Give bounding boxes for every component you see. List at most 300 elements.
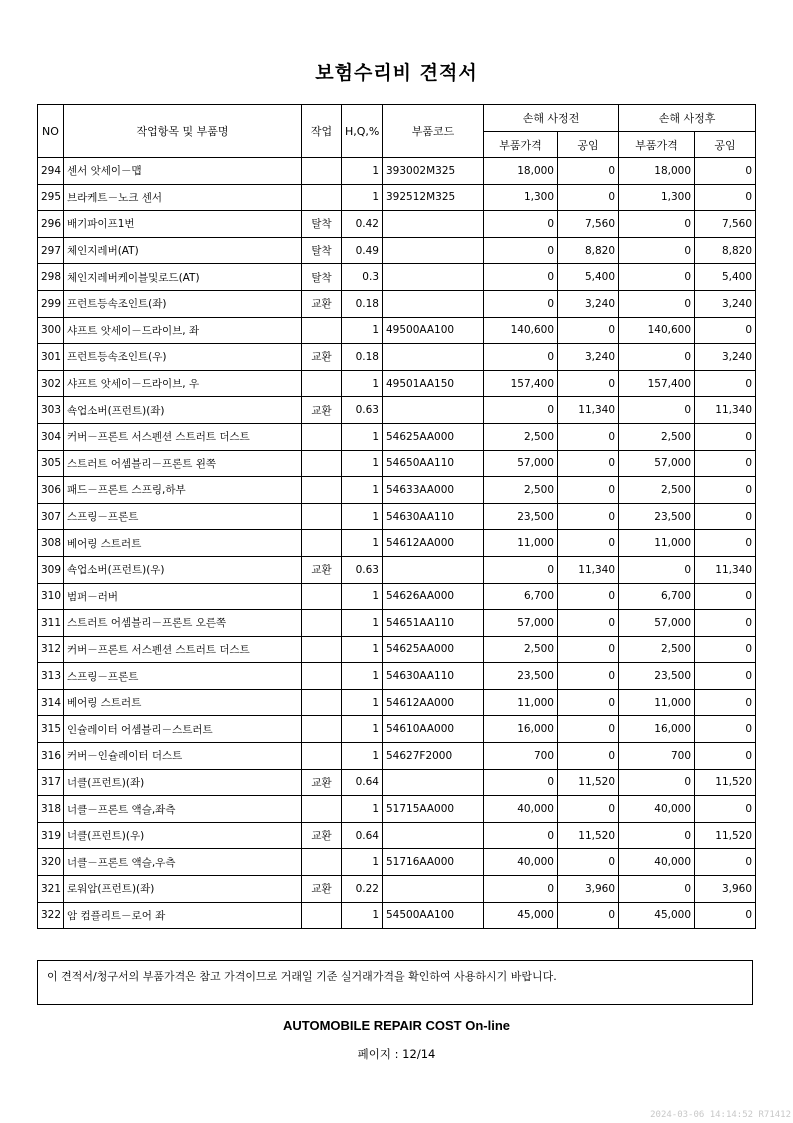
table-row: [38, 530, 756, 557]
header-code: 부품코드: [383, 105, 484, 158]
row-after-part-price: 2,500: [619, 636, 695, 663]
row-before-labor: 0: [558, 158, 619, 185]
row-work: 탈착: [302, 237, 342, 264]
row-work: [302, 663, 342, 690]
row-after-labor: 3,240: [695, 344, 756, 371]
row-before-part-price: 0: [484, 344, 558, 371]
table-row: [38, 849, 756, 876]
row-hq: 1: [342, 423, 383, 450]
row-no: 318: [38, 796, 64, 823]
row-hq: 0.18: [342, 290, 383, 317]
row-after-part-price: 0: [619, 290, 695, 317]
row-hq: 0.63: [342, 556, 383, 583]
row-part-code: 51716AA000: [383, 849, 484, 876]
row-before-labor: 0: [558, 477, 619, 504]
row-hq: 1: [342, 636, 383, 663]
row-no: 322: [38, 902, 64, 929]
row-hq: 0.18: [342, 344, 383, 371]
row-work: 교환: [302, 822, 342, 849]
header-after-part-price: 부품가격: [619, 132, 695, 158]
row-work: 탈착: [302, 264, 342, 291]
row-hq: 0.63: [342, 397, 383, 424]
row-work: [302, 450, 342, 477]
row-hq: 1: [342, 902, 383, 929]
row-after-labor: 11,340: [695, 556, 756, 583]
row-before-part-price: 11,000: [484, 530, 558, 557]
header-before-labor: 공임: [558, 132, 619, 158]
estimate-table: [37, 104, 756, 929]
row-work: [302, 902, 342, 929]
row-item-name: 암 컴플리트－로어 좌: [64, 902, 302, 929]
row-no: 299: [38, 290, 64, 317]
table-row: [38, 158, 756, 185]
row-before-labor: 0: [558, 503, 619, 530]
row-before-labor: 11,340: [558, 397, 619, 424]
header-after: 손해 사정후: [619, 105, 756, 132]
row-before-part-price: 2,500: [484, 423, 558, 450]
row-part-code: 51715AA000: [383, 796, 484, 823]
table-row: [38, 743, 756, 770]
row-hq: 0.3: [342, 264, 383, 291]
row-after-labor: 0: [695, 450, 756, 477]
row-before-labor: 0: [558, 423, 619, 450]
row-no: 313: [38, 663, 64, 690]
row-after-part-price: 0: [619, 264, 695, 291]
row-before-part-price: 2,500: [484, 636, 558, 663]
row-before-part-price: 0: [484, 769, 558, 796]
header-before: 손해 사정전: [484, 105, 619, 132]
table-row: [38, 450, 756, 477]
row-no: 317: [38, 769, 64, 796]
row-part-code: [383, 397, 484, 424]
row-no: 311: [38, 610, 64, 637]
row-no: 321: [38, 876, 64, 903]
row-before-part-price: 0: [484, 211, 558, 238]
row-hq: 0.49: [342, 237, 383, 264]
row-part-code: 54610AA000: [383, 716, 484, 743]
row-after-labor: 0: [695, 158, 756, 185]
row-work: [302, 743, 342, 770]
row-work: [302, 849, 342, 876]
row-item-name: 프런트등속조인트(좌): [64, 290, 302, 317]
row-after-part-price: 1,300: [619, 184, 695, 211]
row-item-name: 센서 앗세이－맵: [64, 158, 302, 185]
row-hq: 1: [342, 530, 383, 557]
row-no: 320: [38, 849, 64, 876]
row-item-name: 너클－프론트 액슬,우측: [64, 849, 302, 876]
table-row: [38, 423, 756, 450]
row-before-labor: 3,240: [558, 290, 619, 317]
table-row: [38, 636, 756, 663]
row-item-name: 커버－프론트 서스펜션 스트러트 더스트: [64, 636, 302, 663]
row-before-part-price: 140,600: [484, 317, 558, 344]
row-item-name: 체인지레버(AT): [64, 237, 302, 264]
row-part-code: 54651AA110: [383, 610, 484, 637]
row-before-labor: 0: [558, 636, 619, 663]
row-part-code: 392512M325: [383, 184, 484, 211]
row-before-part-price: 40,000: [484, 849, 558, 876]
row-item-name: 너클(프런트)(우): [64, 822, 302, 849]
row-no: 309: [38, 556, 64, 583]
row-item-name: 너클(프런트)(좌): [64, 769, 302, 796]
row-item-name: 체인지레버케이블및로드(AT): [64, 264, 302, 291]
row-before-labor: 0: [558, 902, 619, 929]
row-hq: 1: [342, 158, 383, 185]
header-hq: H,Q,%: [342, 105, 383, 158]
row-work: [302, 423, 342, 450]
row-no: 308: [38, 530, 64, 557]
row-after-part-price: 0: [619, 237, 695, 264]
row-hq: 1: [342, 743, 383, 770]
row-after-part-price: 0: [619, 769, 695, 796]
row-after-labor: 7,560: [695, 211, 756, 238]
row-no: 319: [38, 822, 64, 849]
row-after-labor: 0: [695, 716, 756, 743]
row-after-labor: 0: [695, 743, 756, 770]
row-item-name: 스트러트 어셈블리－프론트 오른쪽: [64, 610, 302, 637]
table-row: [38, 716, 756, 743]
row-after-part-price: 0: [619, 556, 695, 583]
row-item-name: 로워암(프런트)(좌): [64, 876, 302, 903]
row-no: 307: [38, 503, 64, 530]
row-no: 305: [38, 450, 64, 477]
row-no: 314: [38, 689, 64, 716]
row-no: 296: [38, 211, 64, 238]
row-part-code: [383, 290, 484, 317]
row-hq: 0.64: [342, 822, 383, 849]
row-item-name: 브라케트－노크 센서: [64, 184, 302, 211]
row-after-part-price: 0: [619, 876, 695, 903]
row-before-part-price: 2,500: [484, 477, 558, 504]
row-work: 교환: [302, 290, 342, 317]
row-before-part-price: 157,400: [484, 370, 558, 397]
row-part-code: [383, 211, 484, 238]
row-hq: 1: [342, 583, 383, 610]
price-notice: 이 견적서/청구서의 부품가격은 참고 가격이므로 거래일 기준 실거래가격을 확인하여 사용하시기 바랍니다.: [37, 960, 753, 1005]
row-item-name: 샤프트 앗세이－드라이브, 우: [64, 370, 302, 397]
row-after-part-price: 2,500: [619, 423, 695, 450]
row-after-labor: 11,520: [695, 769, 756, 796]
row-before-part-price: 0: [484, 556, 558, 583]
table-row: [38, 397, 756, 424]
row-after-part-price: 0: [619, 397, 695, 424]
table-row: [38, 237, 756, 264]
row-before-part-price: 0: [484, 876, 558, 903]
table-row: [38, 317, 756, 344]
row-work: [302, 689, 342, 716]
row-part-code: 54612AA000: [383, 689, 484, 716]
table-row: [38, 477, 756, 504]
row-part-code: 54627F2000: [383, 743, 484, 770]
row-after-labor: 0: [695, 583, 756, 610]
row-item-name: 베어링 스트러트: [64, 689, 302, 716]
row-no: 306: [38, 477, 64, 504]
estimate-rows: [38, 158, 756, 929]
row-item-name: 쇽업소버(프런트)(우): [64, 556, 302, 583]
row-no: 316: [38, 743, 64, 770]
row-after-labor: 0: [695, 796, 756, 823]
row-no: 298: [38, 264, 64, 291]
row-after-labor: 0: [695, 663, 756, 690]
row-before-labor: 0: [558, 743, 619, 770]
row-before-part-price: 1,300: [484, 184, 558, 211]
table-row: [38, 583, 756, 610]
row-before-labor: 0: [558, 849, 619, 876]
row-work: [302, 530, 342, 557]
row-before-labor: 0: [558, 530, 619, 557]
row-before-labor: 8,820: [558, 237, 619, 264]
row-after-labor: 0: [695, 423, 756, 450]
row-after-labor: 0: [695, 849, 756, 876]
row-after-part-price: 0: [619, 211, 695, 238]
row-no: 301: [38, 344, 64, 371]
row-after-labor: 0: [695, 184, 756, 211]
row-no: 312: [38, 636, 64, 663]
row-after-labor: 0: [695, 477, 756, 504]
row-after-labor: 0: [695, 530, 756, 557]
row-no: 310: [38, 583, 64, 610]
row-before-labor: 0: [558, 184, 619, 211]
row-before-labor: 0: [558, 610, 619, 637]
row-work: [302, 636, 342, 663]
row-work: 교환: [302, 876, 342, 903]
row-item-name: 스프링－프론트: [64, 503, 302, 530]
row-work: 교환: [302, 344, 342, 371]
table-row: [38, 769, 756, 796]
header-item: 작업항목 및 부품명: [64, 105, 302, 158]
table-row: [38, 663, 756, 690]
row-part-code: 54633AA000: [383, 477, 484, 504]
table-row: [38, 344, 756, 371]
print-timestamp: 2024-03-06 14:14:52 R71412: [650, 1110, 791, 1120]
row-part-code: 49501AA150: [383, 370, 484, 397]
row-part-code: 54625AA000: [383, 636, 484, 663]
row-hq: 1: [342, 450, 383, 477]
row-before-part-price: 11,000: [484, 689, 558, 716]
table-row: [38, 184, 756, 211]
row-hq: 1: [342, 370, 383, 397]
row-before-part-price: 45,000: [484, 902, 558, 929]
row-item-name: 범퍼－러버: [64, 583, 302, 610]
row-before-part-price: 6,700: [484, 583, 558, 610]
row-before-part-price: 16,000: [484, 716, 558, 743]
row-part-code: 54630AA110: [383, 503, 484, 530]
page-number: 페이지 : 12/14: [357, 1047, 436, 1061]
row-after-labor: 5,400: [695, 264, 756, 291]
row-part-code: 54626AA000: [383, 583, 484, 610]
row-part-code: [383, 876, 484, 903]
row-part-code: 49500AA100: [383, 317, 484, 344]
row-hq: 1: [342, 689, 383, 716]
row-part-code: 54630AA110: [383, 663, 484, 690]
row-no: 303: [38, 397, 64, 424]
row-part-code: 54612AA000: [383, 530, 484, 557]
row-after-part-price: 0: [619, 344, 695, 371]
row-item-name: 쇽업소버(프런트)(좌): [64, 397, 302, 424]
row-part-code: [383, 344, 484, 371]
row-after-part-price: 700: [619, 743, 695, 770]
row-work: [302, 610, 342, 637]
table-row: [38, 610, 756, 637]
row-before-labor: 0: [558, 583, 619, 610]
row-before-part-price: 0: [484, 397, 558, 424]
row-before-part-price: 0: [484, 264, 558, 291]
row-after-labor: 0: [695, 636, 756, 663]
row-after-labor: 11,520: [695, 822, 756, 849]
row-before-part-price: 23,500: [484, 503, 558, 530]
row-no: 294: [38, 158, 64, 185]
row-work: [302, 370, 342, 397]
table-row: [38, 503, 756, 530]
row-after-labor: 3,960: [695, 876, 756, 903]
row-part-code: [383, 264, 484, 291]
row-before-part-price: 23,500: [484, 663, 558, 690]
row-hq: 1: [342, 716, 383, 743]
row-item-name: 베어링 스트러트: [64, 530, 302, 557]
row-hq: 0.22: [342, 876, 383, 903]
row-work: [302, 716, 342, 743]
table-row: [38, 902, 756, 929]
row-work: 교환: [302, 556, 342, 583]
row-work: [302, 184, 342, 211]
row-part-code: [383, 556, 484, 583]
table-row: [38, 264, 756, 291]
row-after-part-price: 16,000: [619, 716, 695, 743]
row-before-part-price: 700: [484, 743, 558, 770]
row-item-name: 프런트등속조인트(우): [64, 344, 302, 371]
row-before-labor: 0: [558, 689, 619, 716]
table-row: [38, 556, 756, 583]
row-work: [302, 583, 342, 610]
row-after-part-price: 2,500: [619, 477, 695, 504]
row-before-part-price: 0: [484, 237, 558, 264]
row-before-part-price: 0: [484, 822, 558, 849]
row-after-labor: 0: [695, 610, 756, 637]
table-row: [38, 876, 756, 903]
row-work: 탈착: [302, 211, 342, 238]
row-after-part-price: 23,500: [619, 663, 695, 690]
row-no: 304: [38, 423, 64, 450]
row-work: [302, 158, 342, 185]
row-before-labor: 5,400: [558, 264, 619, 291]
row-after-labor: 0: [695, 317, 756, 344]
row-before-labor: 3,960: [558, 876, 619, 903]
header-before-part-price: 부품가격: [484, 132, 558, 158]
row-hq: 1: [342, 503, 383, 530]
row-after-part-price: 40,000: [619, 796, 695, 823]
row-before-labor: 11,340: [558, 556, 619, 583]
row-hq: 1: [342, 317, 383, 344]
row-before-part-price: 18,000: [484, 158, 558, 185]
row-item-name: 인슐레이터 어셈블리－스트러트: [64, 716, 302, 743]
header-no: NO: [38, 105, 64, 158]
row-before-labor: 0: [558, 317, 619, 344]
row-before-part-price: 57,000: [484, 610, 558, 637]
row-hq: 1: [342, 610, 383, 637]
row-after-labor: 11,340: [695, 397, 756, 424]
row-work: [302, 317, 342, 344]
footer-title: AUTOMOBILE REPAIR COST On-line: [282, 1018, 511, 1033]
row-part-code: [383, 237, 484, 264]
row-part-code: 393002M325: [383, 158, 484, 185]
row-after-part-price: 18,000: [619, 158, 695, 185]
row-before-labor: 0: [558, 450, 619, 477]
row-after-labor: 0: [695, 370, 756, 397]
table-row: [38, 822, 756, 849]
row-hq: 0.64: [342, 769, 383, 796]
table-row: [38, 689, 756, 716]
row-item-name: 샤프트 앗세이－드라이브, 좌: [64, 317, 302, 344]
row-work: [302, 503, 342, 530]
row-no: 297: [38, 237, 64, 264]
row-part-code: [383, 822, 484, 849]
row-after-labor: 0: [695, 503, 756, 530]
row-hq: 1: [342, 477, 383, 504]
row-after-part-price: 11,000: [619, 689, 695, 716]
row-no: 302: [38, 370, 64, 397]
row-after-part-price: 57,000: [619, 450, 695, 477]
row-before-labor: 11,520: [558, 822, 619, 849]
row-part-code: [383, 769, 484, 796]
row-item-name: 배기파이프1번: [64, 211, 302, 238]
row-no: 295: [38, 184, 64, 211]
row-before-labor: 0: [558, 716, 619, 743]
row-after-labor: 8,820: [695, 237, 756, 264]
row-work: 교환: [302, 397, 342, 424]
row-work: 교환: [302, 769, 342, 796]
row-after-part-price: 23,500: [619, 503, 695, 530]
row-before-labor: 7,560: [558, 211, 619, 238]
row-hq: 0.42: [342, 211, 383, 238]
table-row: [38, 370, 756, 397]
row-after-part-price: 140,600: [619, 317, 695, 344]
row-after-labor: 3,240: [695, 290, 756, 317]
row-after-labor: 0: [695, 689, 756, 716]
row-before-part-price: 0: [484, 290, 558, 317]
row-after-part-price: 0: [619, 822, 695, 849]
row-before-labor: 11,520: [558, 769, 619, 796]
row-after-part-price: 157,400: [619, 370, 695, 397]
row-before-part-price: 57,000: [484, 450, 558, 477]
row-before-part-price: 40,000: [484, 796, 558, 823]
row-hq: 1: [342, 849, 383, 876]
row-item-name: 패드－프론트 스프링,하부: [64, 477, 302, 504]
row-after-part-price: 40,000: [619, 849, 695, 876]
document-title: 보험수리비 견적서: [315, 62, 478, 84]
row-work: [302, 477, 342, 504]
header-work: 작업: [302, 105, 342, 158]
row-after-part-price: 45,000: [619, 902, 695, 929]
row-item-name: 커버－인슐레이터 더스트: [64, 743, 302, 770]
row-no: 315: [38, 716, 64, 743]
table-row: [38, 290, 756, 317]
row-after-part-price: 6,700: [619, 583, 695, 610]
row-before-labor: 0: [558, 796, 619, 823]
row-item-name: 스트러트 어셈블리－프론트 왼쪽: [64, 450, 302, 477]
row-item-name: 너클－프론트 액슬,좌측: [64, 796, 302, 823]
row-after-part-price: 11,000: [619, 530, 695, 557]
row-before-labor: 3,240: [558, 344, 619, 371]
row-no: 300: [38, 317, 64, 344]
row-hq: 1: [342, 663, 383, 690]
row-after-labor: 0: [695, 902, 756, 929]
row-part-code: 54500AA100: [383, 902, 484, 929]
row-work: [302, 796, 342, 823]
table-row: [38, 796, 756, 823]
row-hq: 1: [342, 796, 383, 823]
row-before-labor: 0: [558, 663, 619, 690]
row-part-code: 54625AA000: [383, 423, 484, 450]
